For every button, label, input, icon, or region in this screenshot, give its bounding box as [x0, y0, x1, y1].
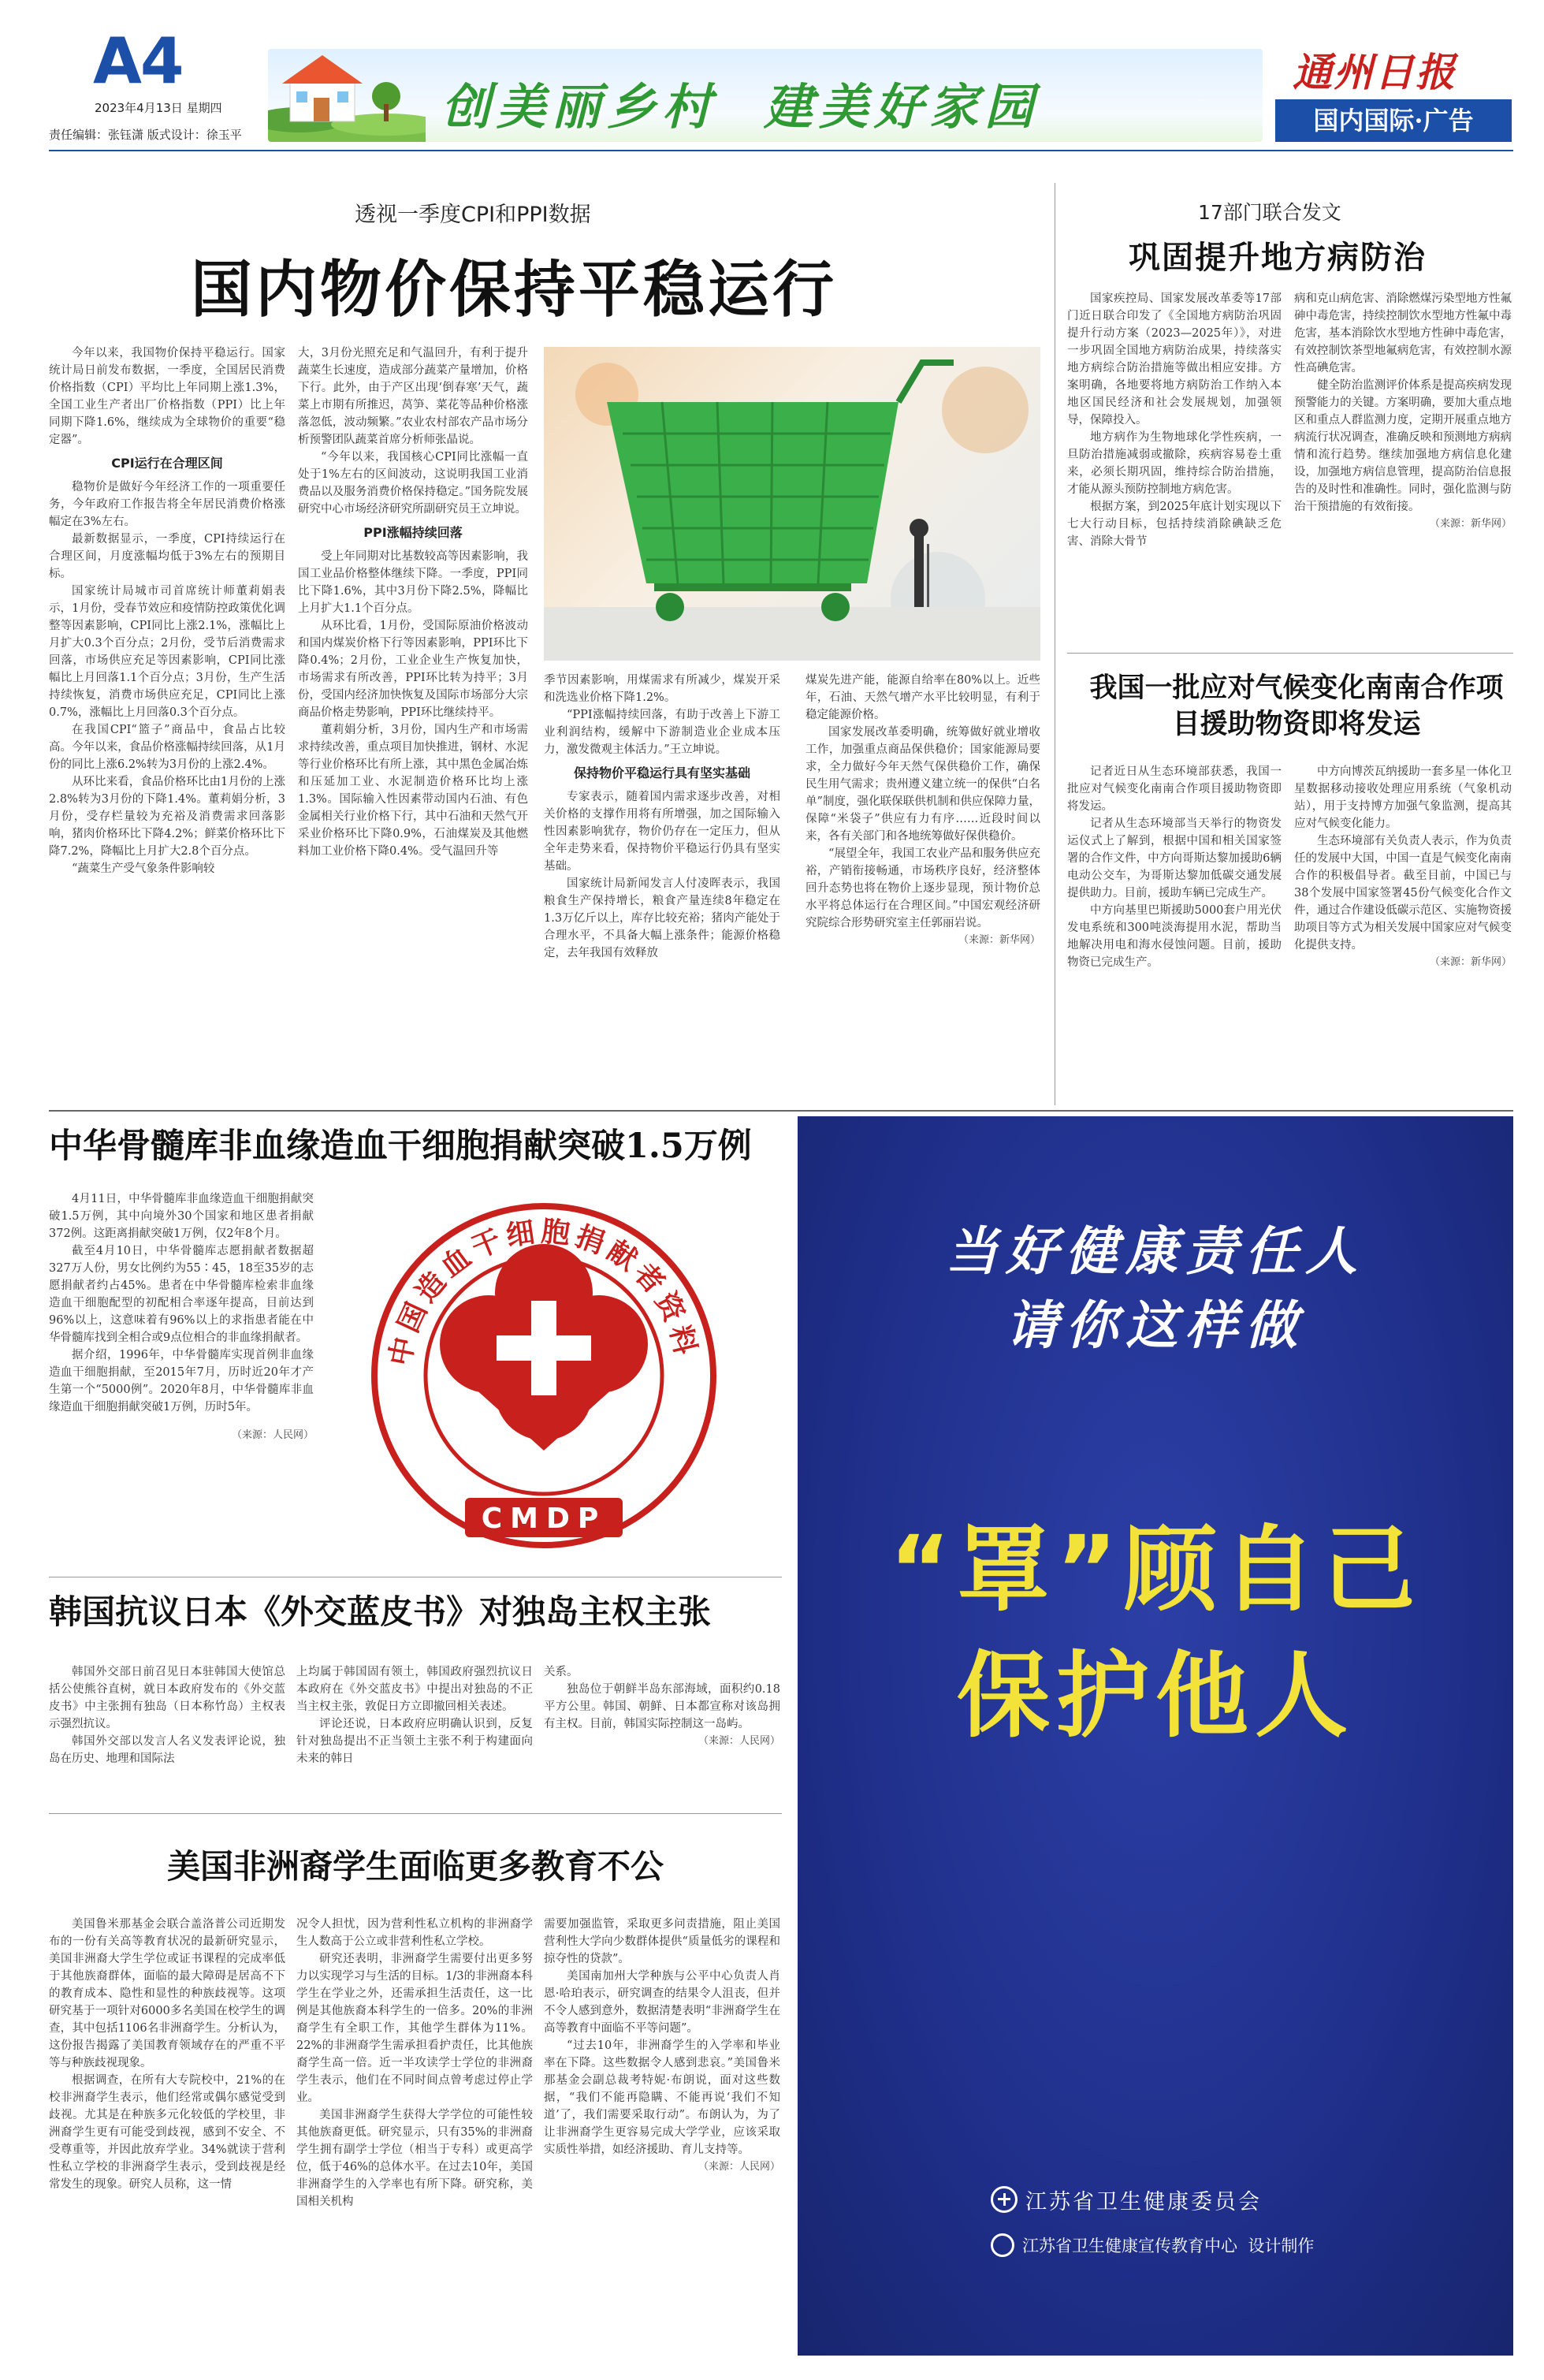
usa-headline: 美国非洲裔学生面临更多教育不公: [166, 1847, 664, 1886]
climate-paragraph: 中方向基里巴斯援助5000套户用光伏发电系统和300吨淡海提用水泥，帮助当地解决用电和海水侵蚀问题。目前，援助物资已完成生产。: [1067, 904, 1282, 969]
cpi-column-3: [544, 672, 780, 962]
cpi-paragraph: 季节因素影响，用煤需求有所减少，煤炭开采和洗选业价格下降1.2%。: [544, 674, 780, 704]
section-label: 国内国际·广告: [1275, 99, 1512, 142]
disease-column-1: [1067, 290, 1282, 550]
horizontal-divider: [49, 1813, 782, 1814]
usa-paragraph: 美国南加州大学种族与公平中心负责人肖恩·哈珀表示，研究调查的结果令人沮丧，但并不令人感到意外，数据清楚表明“非洲裔学生在高等教育中面临不平等问题”。: [544, 1970, 780, 2035]
disease-paragraph: 病和克山病危害、消除燃煤污染型地方性氟砷中毒危害，持续控制饮水型地方性氟中毒危害，基本消除饮水型地方性砷中毒危害，有效控制饮茶型地氟病危害，有效控制水源性高碘危害。: [1294, 292, 1512, 374]
usa-column-2: [296, 1916, 533, 2211]
disease-column-2: [1294, 290, 1512, 533]
ad-big-line-2: 保护他人: [956, 1641, 1354, 1750]
disease-paragraph: 国家疾控局、国家发展改革委等17部门近日联合印发了《全国地方病防治巩固提升行动方案（2023—2025年）》，对进一步巩固全国地方病防治成果，持续落实地方病综合防治措施等做出相应安排。方案明确，各地要将地方病防治工作纳入本地区国民经济和社会发展规划，加强领导，保障投入。: [1067, 292, 1282, 426]
korea-column-1: [49, 1663, 285, 1767]
korea-headline: 韩国抗议日本《外交蓝皮书》对独岛主权主张: [49, 1592, 712, 1631]
header-divider: [49, 150, 1513, 151]
shopping-cart-icon: [544, 347, 1040, 661]
marrow-text: [49, 1190, 314, 1444]
korea-paragraph: 韩国外交部日前召见日本驻韩国大使馆总括公使熊谷直树，就日本政府发布的《外交蓝皮书》中主张拥有独岛（日本称竹岛）主权表示强烈抗议。: [49, 1666, 285, 1730]
cpi-paragraph: 国家统计局城市司首席统计师董莉娟表示，1月份，受春节效应和疫情防控政策优化调整等因素影响，CPI同比上涨2.1%，涨幅比上月扩大0.3个百分点；2月份，受节后消费需求回落，市场供应充足等因素影响，CPI同比涨幅比上月回落1.1个百分点；3月份，生产生活持续恢复，消费市场供应充足，CPI同比上涨0.7%，涨幅比上月回落0.3个百分点。: [49, 585, 285, 719]
ad-org-2: 江苏省卫生健康宣传教育中心 设计制作: [1022, 2237, 1315, 2255]
cpi-paragraph: 稳物价是做好今年经济工作的一项重要任务，今年政府工作报告将全年居民消费价格涨幅定在3%左右。: [49, 481, 285, 528]
ad-line-2: 请你这样做: [1006, 1295, 1305, 1356]
horizontal-divider: [49, 1110, 1513, 1112]
cpi-subhead-cpi: CPI运行在合理区间: [111, 456, 223, 471]
usa-column-1: [49, 1916, 285, 2193]
korea-paragraph: 评论还说，日本政府应明确认识到，反复针对独岛提出不正当领土主张不利于构建面向未来的韩日: [296, 1718, 533, 1765]
issue-date: 2023年4月13日 星期四: [95, 101, 222, 115]
editor-credits: 责任编辑：张钰潇 版式设计：徐玉平: [49, 128, 242, 142]
cpi-paragraph: 专家表示，随着国内需求逐步改善，对相关价格的支撑作用将有所增强，加之国际输入性因素影响犹存，物价仍存在一定压力，但从全年走势来看，保持物价平稳运行仍具有坚实基础。: [544, 791, 780, 873]
korea-source: （来源：人民网）: [698, 1735, 780, 1747]
cpi-paragraph: 今年以来，我国物价保持平稳运行。国家统计局日前发布数据，一季度，全国居民消费价格指数（CPI）平均比上年同期上涨1.3%，全国工业生产者出厂价格指数（PPI）比上年同期下降1.6%，继续成为全球物价的重要“稳定器”。: [49, 347, 285, 446]
cpi-paragraph: 从环比看，1月份，受国际原油价格波动和国内煤炭价格下行等因素影响，PPI环比下降0.4%；2月份，工业企业生产恢复加快，市场需求有所改善，PPI环比转为持平；3月份，受国内经济加快恢复及国际市场部分大宗商品价格走势影响，PPI环比继续持平。: [298, 620, 528, 719]
cpi-paragraph: “蔬菜生产受气象条件影响较: [72, 862, 215, 875]
usa-paragraph: 需要加强监管，采取更多问责措施，阻止美国营利性大学向少数群体提供“质量低劣的课程和掠夺性的贷款”。: [544, 1918, 780, 1965]
korea-paragraph: 关系。: [544, 1666, 579, 1678]
cpi-paragraph: 大，3月份光照充足和气温回升，有利于提升蔬菜生长速度，造成部分蔬菜产量增加，价格下行。此外，由于产区出现‘倒春寒’天气，蔬菜上市期有所推迟，莴笋、菜花等品种价格涨落忽低，波动频繁。”农业农村部农产品市场分析预警团队蔬菜首席分析师张晶说。: [298, 347, 528, 446]
usa-paragraph: 况令人担忧，因为营利性私立机构的非洲裔学生人数高于公立或非营利性私立学校。: [296, 1918, 533, 1948]
usa-paragraph: 美国鲁米那基金会联合盖洛普公司近期发布的一份有关高等教育状况的最新研究显示，美国非洲裔大学生学位或证书课程的完成率低于其他族裔群体，面临的最大障碍是居高不下的教育成本、隐性和显性的种族歧视等。这项研究基于一项针对6000多名美国在校学生的调查，其中包括1106名非洲裔学生。分析认为，这份报告揭露了美国教育领域存在的严重不平等与种族歧视现象。: [49, 1918, 285, 2069]
ad-org-2-row: [991, 2229, 1314, 2261]
climate-paragraph: 生态环境部有关负责人表示，作为负责任的发展中大国，中国一直是气候变化南南合作的积极倡导者。截至目前，中国已与38个发展中国家签署45份气候变化合作文件，通过合作建设低碳示范区、实施物资援助项目等方式为相关发展中国家应对气候变化提供支持。: [1294, 835, 1512, 952]
banner-slogan: 创美丽乡村 建美好家园: [441, 78, 1040, 136]
climate-column-2: [1294, 763, 1512, 971]
korea-column-3: [544, 1663, 780, 1750]
cpi-paragraph: “PPI涨幅持续回落，有助于改善上下游工业利润结构，缓解中下游制造业企业成本压力，激发微观主体活力。”王立坤说。: [544, 709, 780, 756]
usa-paragraph: 研究还表明，非洲裔学生需要付出更多努力以实现学习与生活的目标。1/3的非洲裔本科学生在学业之外，还需承担生活责任，这一比例是其他族裔本科学生的一倍多。20%的非洲裔学生有全职工作，其他学生群体为11%。22%的非洲裔学生需承担看护责任，比其他族裔学生高一倍。近一半攻读学士学位的非洲裔学生表示，他们在不同时间点曾考虑过停止学业。: [296, 1953, 533, 2104]
cmdp-logo-graphic: [339, 1198, 749, 1553]
cpi-subhead-ppi: PPI涨幅持续回落: [363, 525, 463, 540]
marrow-paragraph: 4月11日，中华骨髓库非血缘造血干细胞捐献突破1.5万例，其中向境外30个国家和地区患者捐献372例。这距离捐献突破1万例，仅2年8个月。: [49, 1193, 314, 1240]
disease-headline: 巩固提升地方病防治: [1129, 240, 1427, 276]
disease-source: （来源：新华网）: [1429, 518, 1512, 530]
health-ad: [798, 1116, 1513, 2356]
cpi-column-2: [298, 345, 528, 860]
climate-paragraph: 中方向博茨瓦纳援助一套多星一体化卫星数据移动接收处理应用系统（气象机动站），用于支持博方加强气象监测，提高其应对气候变化能力。: [1294, 765, 1512, 830]
cpi-paragraph: 董莉娟分析，3月份，国内生产和市场需求持续改善，重点项目加快推进，钢材、水泥等行业价格环比有所上涨，其中黑色金属冶炼和压延加工业、水泥制造价格环比均上涨1.3%。国际输入性因素带动国内石油、有色金属相关行业价格下行，其中石油和天然气开采业价格环比下降0.9%，石油煤炭及其他燃料加工业价格下降0.4%。受气温回升等: [298, 724, 528, 858]
korea-paragraph: 独岛位于朝鲜半岛东部海域，面积约0.18平方公里。韩国、朝鲜、日本都宣称对该岛拥有主权。目前，韩国实际控制这一岛屿。: [544, 1683, 780, 1730]
cpi-paragraph: “今年以来，我国核心CPI同比涨幅一直处于1%左右的区间波动，这说明我国工业消费品以及服务消费价格保持稳定。”国务院发展研究中心市场经济研究所副研究员王立坤说。: [298, 451, 528, 516]
shopping-cart-photo: [544, 347, 1040, 661]
usa-source: （来源：人民网）: [698, 2161, 780, 2173]
section-divider: [1067, 653, 1513, 654]
cpi-paragraph: 从环比来看，食品价格环比由1月份的上涨2.8%转为3月份的下降1.4%。董莉娟分析，3月份，受存栏量较为充裕及消费需求回落影响，猪肉价格环比下降4.2%；鲜菜价格环比下降7.2%，降幅比上月扩大2.8个百分点。: [49, 776, 285, 858]
cpi-paragraph: 最新数据显示，一季度，CPI持续运行在合理区间，月度涨幅均低于3%左右的预期目标。: [49, 533, 285, 580]
climate-paragraph: 记者近日从生态环境部获悉，我国一批应对气候变化南南合作项目援助物资即将发运。: [1067, 765, 1282, 813]
usa-paragraph: 根据调查，在所有大专院校中，21%的在校非洲裔学生表示，他们经常或偶尔感觉受到歧视。尤其是在种族多元化较低的学校里，非洲裔学生更有可能受到歧视，感到不安全、不受尊重等，并因此放弃学业。34%就读于营利性私立学校的非洲裔学生表示，受到歧视是经常发生的现象。研究人员称，这一情: [49, 2074, 285, 2191]
cpi-subhead-basis: 保持物价平稳运行具有坚实基础: [573, 765, 750, 780]
cpi-paragraph: 煤炭先进产能，能源自给率在80%以上。近些年，石油、天然气增产水平比较明显，有利于稳定能源价格。: [805, 674, 1040, 721]
marrow-paragraph: 截至4月10日，中华骨髓库志愿捐献者数据超327万人份，男女比例约为55∶45，18至35岁的志愿捐献者约占45%。患者在中华骨髓库检索非血缘造血干细胞配型的初配相合率逐年提高，目前达到96%以上，这意味着有96%以上的求指患者能在中华骨髓库找到全相合或9点位相合的非血缘捐献者。: [49, 1245, 314, 1344]
climate-source: （来源：新华网）: [1429, 956, 1512, 968]
house-illustration: [268, 49, 426, 142]
disease-paragraph: 健全防治监测评价体系是提高疾病发现预警能力的关键。方案明确，要加大重点地区和重点人群监测力度，定期开展重点地方病流行状况调查，准确反映和预测地方病病情和流行趋势。继续加强地方病信息化建设，加强地方病信息管理，提高防治信息报告的及时性和准确性。同时，强化监测与防治干预措施的有效衔接。: [1294, 379, 1512, 513]
climate-column-1: [1067, 763, 1282, 971]
usa-paragraph: 美国非洲裔学生获得大学学位的可能性较其他族裔更低。研究显示，只有35%的非洲裔学生拥有副学士学位（相当于专科）或更高学位，低于46%的总体水平。在过去10年，美国非洲裔学生的入学率也有所下降。研究称，美国相关机构: [296, 2109, 533, 2208]
cpi-paragraph: 国家发展改革委明确，统筹做好就业增收工作，加强重点商品保供稳价；国家能源局要求，全力做好今年天然气保供稳价工作，确保民生用气需求；贵州遵义建立统一的保供“白名单”制度，强化联保联供机制和供应保障力量，保障“米袋子”供应有力有序……近段时间以来，各有关部门和各地统筹做好保供稳价。: [805, 726, 1040, 843]
ad-org-1-row: [991, 2182, 1262, 2217]
climate-paragraph: 记者从生态环境部当天举行的物资发运仪式上了解到，根据中国和相关国家签署的合作文件，中方向哥斯达黎加援助6辆电动公交车，为哥斯达黎加低碳交通发展提供助力。目前，援助车辆已完成生产。: [1067, 818, 1282, 899]
health-commission-icon: [991, 2186, 1018, 2213]
cpi-paragraph: 国家统计局新闻发言人付凌晖表示，我国粮食生产保持增长，粮食产量连续8年稳定在1.3万亿斤以上，库存比较充裕；猪肉产能处于合理水平，不具备大幅上涨条件；能源价格稳定，去年我国有效释放: [544, 877, 780, 959]
cpi-paragraph: “展望全年，我国工农业产品和服务供应充裕，产销衔接畅通，市场秩序良好，经济整体回升态势也将在物价上逐步显现，预计物价总水平将总体运行在合理区间。”中国宏观经济研究院综合形势研究室主任郭丽岩说。: [805, 847, 1040, 929]
header-banner: [268, 49, 1263, 142]
cpi-column-1: [49, 345, 285, 877]
ad-org-1: 江苏省卫生健康委员会: [1025, 2189, 1262, 2214]
disease-kicker: 17部门联合发文: [1198, 201, 1341, 224]
marrow-headline: 中华骨髓库非血缘造血干细胞捐献突破1.5万例: [49, 1127, 752, 1166]
korea-column-2: [296, 1663, 533, 1767]
cpi-column-4: [805, 672, 1040, 949]
education-center-icon: [991, 2233, 1014, 2257]
cpi-kicker: 透视一季度CPI和PPI数据: [355, 203, 591, 227]
disease-paragraph: 地方病作为生物地球化学性疾病，一旦防治措施减弱或撤除，疾病容易卷土重来，必须长期巩固，维持综合防治措施，才能从源头预防控制地方病危害。: [1067, 431, 1282, 496]
korea-paragraph: 韩国外交部以发言人名义发表评论说，独岛在历史、地理和国际法: [49, 1735, 285, 1765]
cpi-headline: 国内物价保持平稳运行: [191, 255, 838, 326]
marrow-source: （来源：人民网）: [231, 1429, 314, 1441]
climate-headline: 我国一批应对气候变化南南合作项目援助物资即将发运: [1089, 672, 1504, 740]
marrow-paragraph: 据介绍，1996年，中华骨髓库实现首例非血缘造血干细胞捐献，至2015年7月，历时近20年才产生第一个“5000例”。2020年8月，中华骨髓库非血缘造血干细胞捐献突破1万例，历时5年。: [49, 1349, 314, 1413]
cmdp-logo: [339, 1198, 749, 1553]
disease-paragraph: 根据方案，到2025年底计划实现以下七大行动目标，包括持续消除碘缺乏危害、消除大骨节: [1067, 501, 1282, 548]
cpi-paragraph: 在我国CPI“篮子”商品中，食品占比较高。今年以来，食品价格涨幅持续回落，从1月份的同比上涨6.2%转为3月份的上涨2.4%。: [49, 724, 285, 771]
logo-ring-text: 中国造血干细胞捐献者资料: [383, 1214, 704, 1369]
cpi-source: （来源：新华网）: [958, 934, 1040, 946]
newspaper-logo: 通州日报: [1293, 49, 1457, 95]
logo-cmdp-text: CMDP: [481, 1503, 607, 1535]
page-number: A4: [93, 24, 183, 98]
ad-line-1: 当好健康责任人: [946, 1221, 1365, 1282]
usa-paragraph: “过去10年，非洲裔学生的入学率和毕业率在下降。这些数据令人感到悲哀。”美国鲁米那基金会副总裁考特妮·布朗说，面对这些数据，“我们不能再隐瞒、不能再说‘我们不知道’了，我们需要采取行动”。布朗认为，为了让非洲裔学生更容易完成大学学业，应该采取实质性举措，如经济援助、育儿支持等。: [544, 2039, 780, 2156]
cpi-paragraph: 受上年同期对比基数较高等因素影响，我国工业品价格整体继续下降。一季度，PPI同比下降1.6%，其中3月份下降2.5%，降幅比上月扩大1.1个百分点。: [298, 550, 528, 615]
korea-paragraph: 上均属于韩国固有领土，韩国政府强烈抗议日本政府在《外交蓝皮书》中提出对独岛的不正当主权主张，敦促日方立即撤回相关表述。: [296, 1666, 533, 1713]
usa-column-3: [544, 1916, 780, 2176]
ad-big-line-1: “罩”顾自己: [889, 1515, 1422, 1624]
